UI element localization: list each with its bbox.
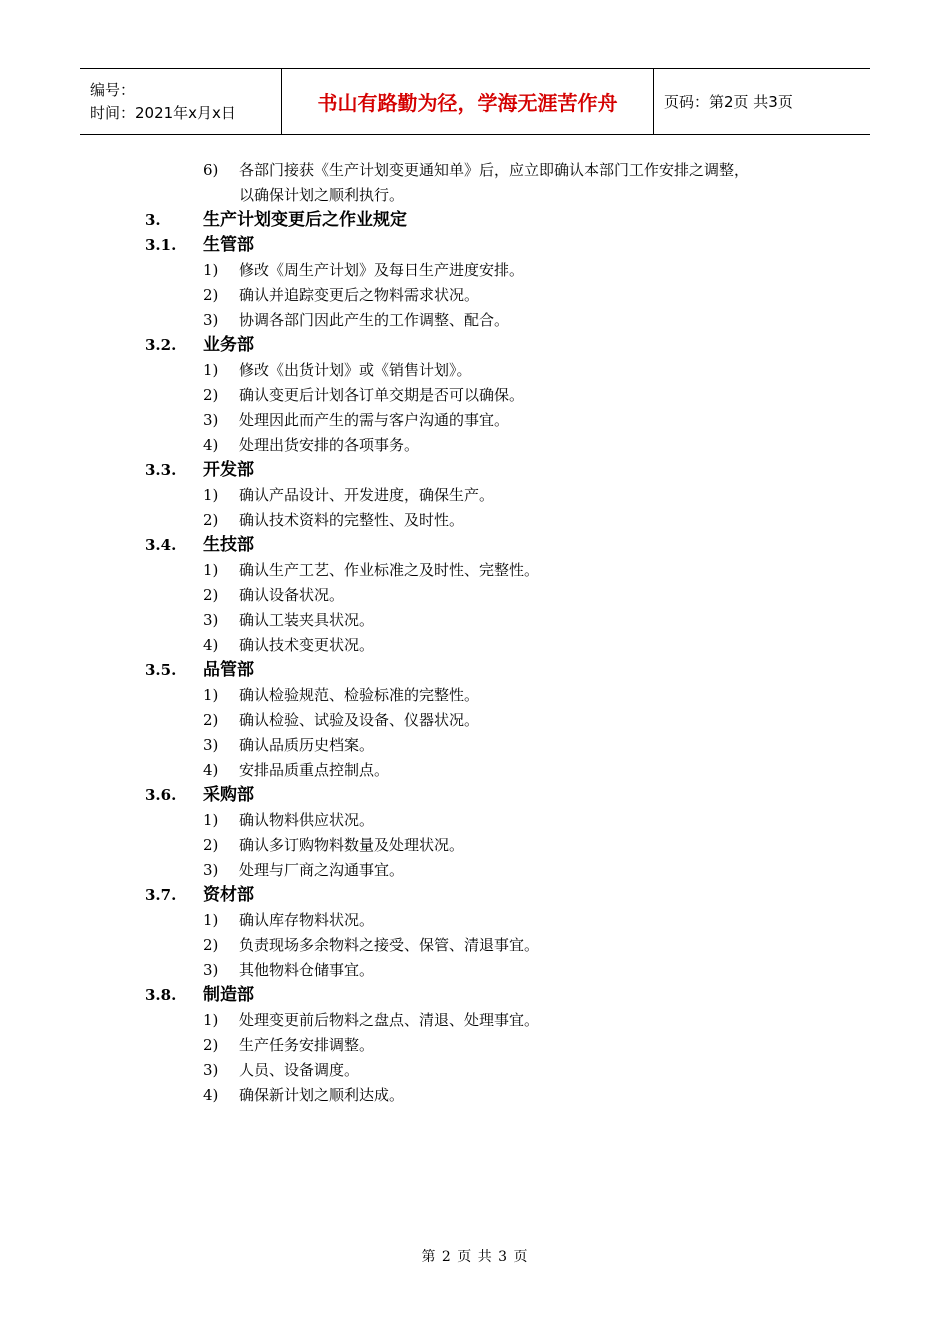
item-text: 以确保计划之顺利执行。: [239, 186, 405, 204]
item-text: 确认并追踪变更后之物料需求状况。: [239, 286, 480, 304]
item-text: 人员、设备调度。: [239, 1061, 360, 1079]
item-text: 修改《出货计划》或《销售计划》。: [239, 361, 472, 379]
subsection-heading: [0, 983, 950, 1008]
item-number: 3): [203, 611, 219, 629]
item-number: 1): [203, 561, 219, 579]
item-number: 6): [203, 161, 219, 179]
subsection-number: 3.8.: [145, 986, 177, 1004]
subsection-heading: [0, 883, 950, 908]
list-item: [0, 758, 950, 783]
list-item: [0, 433, 950, 458]
list-item: [0, 708, 950, 733]
list-item: [0, 833, 950, 858]
subsection-number: 3.6.: [145, 786, 177, 804]
motto-text: 书山有路勤为径，学海无涯苦作舟: [317, 91, 618, 115]
item-text: 确认工装夹具状况。: [239, 611, 375, 629]
header-page-info: [654, 69, 870, 134]
page-info-text: 页码：第2页 共3页: [664, 93, 793, 111]
footer-page-number: 第 2 页 共 3 页: [421, 1249, 529, 1265]
list-item: [0, 383, 950, 408]
subsection-list: [0, 233, 950, 1108]
item-text: 确认物料供应状况。: [239, 811, 375, 829]
item-number: 1): [203, 811, 219, 829]
item-number: 1): [203, 486, 219, 504]
subsection-heading: [0, 233, 950, 258]
item-text: 处理变更前后物料之盘点、清退、处理事宜。: [239, 1011, 540, 1029]
item-number: 2): [203, 511, 219, 529]
item-text: 确认检验规范、检验标准的完整性。: [239, 686, 480, 704]
item-text: 处理因此而产生的需与客户沟通的事宜。: [239, 411, 510, 429]
subsection-heading: [0, 658, 950, 683]
item-text: 确认技术资料的完整性、及时性。: [239, 511, 465, 529]
list-item: [0, 358, 950, 383]
item-text: 处理出货安排的各项事务。: [239, 436, 420, 454]
list-item: [0, 808, 950, 833]
subsection-title: 制造部: [203, 985, 254, 1005]
item-text: 负责现场多余物料之接受、保管、清退事宜。: [239, 936, 540, 954]
list-item: [0, 608, 950, 633]
header-motto: [281, 69, 654, 134]
list-item: [0, 308, 950, 333]
list-item: [0, 558, 950, 583]
item-number: 2): [203, 836, 219, 854]
item-text: 处理与厂商之沟通事宜。: [239, 861, 405, 879]
list-item: [0, 483, 950, 508]
list-item-continuation: [0, 183, 950, 208]
list-item: [0, 583, 950, 608]
list-item: [0, 1008, 950, 1033]
item-text: 各部门接获《生产计划变更通知单》后，应立即确认本部门工作安排之调整，: [239, 161, 750, 179]
subsection-title: 开发部: [203, 460, 254, 480]
item-text: 确保新计划之顺利达成。: [239, 1086, 405, 1104]
subsection-heading: [0, 533, 950, 558]
list-item: [0, 633, 950, 658]
item-number: 4): [203, 436, 219, 454]
item-number: 1): [203, 686, 219, 704]
subsection-title: 资材部: [203, 885, 254, 905]
subsection-title: 生管部: [203, 235, 254, 255]
list-item: [0, 408, 950, 433]
item-text: 协调各部门因此产生的工作调整、配合。: [239, 311, 510, 329]
subsection-heading: [0, 783, 950, 808]
item-number: 1): [203, 911, 219, 929]
subsection-number: 3.3.: [145, 461, 177, 479]
item-text: 确认技术变更状况。: [239, 636, 375, 654]
subsection-title: 品管部: [203, 660, 254, 680]
subsection-number: 3.1.: [145, 236, 177, 254]
item-number: 2): [203, 586, 219, 604]
subsection-number: 3.4.: [145, 536, 177, 554]
subsection-title: 采购部: [203, 785, 254, 805]
item-text: 确认多订购物料数量及处理状况。: [239, 836, 465, 854]
list-item: [0, 283, 950, 308]
document-time-label: 时间：2021年x月x日: [90, 103, 236, 122]
document-number-label: 编号：: [90, 80, 136, 99]
item-number: 2): [203, 286, 219, 304]
subsection-title: 业务部: [203, 335, 254, 355]
list-item: [0, 683, 950, 708]
subsection-title: 生技部: [203, 535, 254, 555]
item-text: 安排品质重点控制点。: [239, 761, 390, 779]
item-text: 修改《周生产计划》及每日生产进度安排。: [239, 261, 525, 279]
list-item: [0, 858, 950, 883]
item-number: 3): [203, 961, 219, 979]
item-text: 确认产品设计、开发进度，确保生产。: [239, 486, 495, 504]
item-number: 3): [203, 861, 219, 879]
item-number: 4): [203, 636, 219, 654]
item-number: 2): [203, 711, 219, 729]
subsection-number: 3.7.: [145, 886, 177, 904]
list-item: [0, 733, 950, 758]
page-footer: [0, 1246, 950, 1266]
subsection-heading: [0, 333, 950, 358]
item-number: 4): [203, 1086, 219, 1104]
item-text: 确认库存物料状况。: [239, 911, 375, 929]
item-number: 1): [203, 261, 219, 279]
list-item: [0, 158, 950, 183]
item-text: 生产任务安排调整。: [239, 1036, 375, 1054]
item-number: 3): [203, 311, 219, 329]
item-number: 1): [203, 1011, 219, 1029]
item-number: 2): [203, 386, 219, 404]
section-heading: [0, 208, 950, 233]
section-number: 3.: [145, 211, 161, 229]
list-item: [0, 1058, 950, 1083]
item-number: 1): [203, 361, 219, 379]
item-number: 3): [203, 411, 219, 429]
item-text: 其他物料仓储事宜。: [239, 961, 375, 979]
list-item: [0, 1033, 950, 1058]
subsection-number: 3.5.: [145, 661, 177, 679]
item-text: 确认变更后计划各订单交期是否可以确保。: [239, 386, 525, 404]
item-number: 2): [203, 936, 219, 954]
list-item: [0, 908, 950, 933]
subsection-heading: [0, 458, 950, 483]
list-item: [0, 933, 950, 958]
list-item: [0, 258, 950, 283]
document-body: [0, 158, 950, 1108]
item-number: 3): [203, 736, 219, 754]
item-number: 4): [203, 761, 219, 779]
item-number: 2): [203, 1036, 219, 1054]
page-header: [80, 68, 870, 135]
item-text: 确认设备状况。: [239, 586, 345, 604]
header-meta: [80, 69, 281, 134]
item-text: 确认生产工艺、作业标准之及时性、完整性。: [239, 561, 540, 579]
item-text: 确认检验、试验及设备、仪器状况。: [239, 711, 480, 729]
list-item: [0, 958, 950, 983]
item-text: 确认品质历史档案。: [239, 736, 375, 754]
list-item: [0, 508, 950, 533]
subsection-number: 3.2.: [145, 336, 177, 354]
list-item: [0, 1083, 950, 1108]
item-number: 3): [203, 1061, 219, 1079]
section-title: 生产计划变更后之作业规定: [203, 210, 407, 230]
